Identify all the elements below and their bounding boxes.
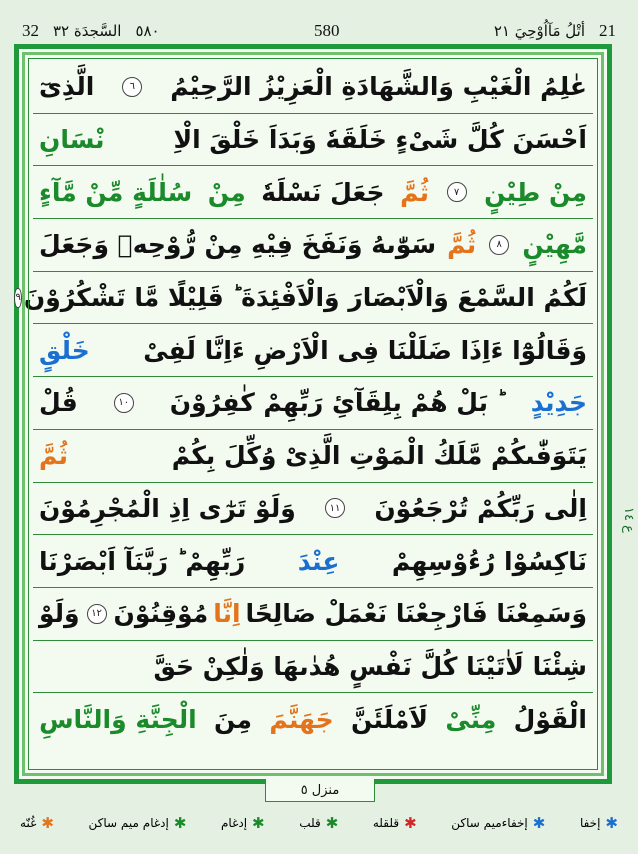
verse-line [33, 641, 593, 694]
ayah-number-marker: ٨ [489, 235, 509, 255]
verse-text: شِئْنَا لَاٰتَیْنَا كُلَّ نَفْسٍ هُدٰىهَا وَلٰكِنْ حَقَّ [153, 651, 587, 681]
surah-name: السَّجدَة ٣٢ [53, 22, 122, 40]
verse-text: یَتَوَفّٰىكُمْ مَّلَكُ الْمَوْتِ الَّذِیْ وُكِّلَ بِكُمْ [171, 441, 587, 471]
verse-text: ثُمَّ [39, 441, 68, 471]
verse-line [33, 535, 593, 588]
legend-item [299, 814, 338, 832]
verse-text: قُلْ [39, 388, 78, 418]
verse-text: سَوّٰىهُ وَنَفَخَ فِیْهِ مِنْ رُّوْحِهٖ وَجَعَلَ [39, 230, 437, 260]
verse-text: لَكُمُ السَّمْعَ وَالْاَبْصَارَ وَالْاَفْئِدَةَ ؕ قَلِیْلًا مَّا تَشْكُرُوْنَ [23, 283, 587, 313]
header-right-group [494, 21, 616, 41]
verse-text: مُوْقِنُوْنَ [113, 599, 209, 629]
ayah-number-marker: ١٠ [114, 393, 134, 413]
asterisk-icon: ✱ [325, 814, 339, 832]
verse-text: ؕ بَلْ هُمْ بِلِقَآئِ رَبِّهِمْ كٰفِرُوْنَ [169, 388, 497, 418]
verse-text: مَّهِیْنٍ [522, 230, 587, 260]
verse-text: رَبِّهِمْ ؕ رَبَّنَآ اَبْصَرْنَا [39, 546, 246, 576]
verse-text: خَلْقٍ [39, 335, 90, 365]
ayah-number-marker: ٦ [122, 77, 142, 97]
verse-text: وَلَوْ تَرٰٓی اِذِ الْمُجْرِمُوْنَ [39, 493, 296, 523]
ayah-number-marker: ١٢ [87, 604, 107, 624]
verse-line [15, 272, 593, 325]
legend-item [221, 814, 265, 832]
verse-text: وَلَوْ [39, 599, 80, 629]
verse-text: نْسَانِ [39, 125, 105, 155]
surah-number: 32 [22, 21, 39, 40]
verse-text: جَدِیْدٍ [530, 388, 587, 418]
asterisk-icon: ✱ [532, 814, 546, 832]
verse-line [33, 61, 593, 114]
verse-text: مِنَ [214, 705, 253, 735]
manzil-label: منزل ٥ [265, 779, 375, 802]
verse-line [33, 324, 593, 377]
verse-line [33, 430, 593, 483]
quran-page-frame [14, 44, 612, 784]
asterisk-icon: ✱ [173, 814, 187, 832]
ayah-number-marker: ٧ [447, 182, 467, 202]
verse-text: سُلٰلَةٍ مِّنْ مَّآءٍ [39, 177, 193, 207]
verse-text: اِلٰی رَبِّكُمْ تُرْجَعُوْنَ [374, 493, 587, 523]
verse-text: مِنْ طِیْنٍ [484, 177, 587, 207]
legend-label: إدغام [220, 816, 248, 830]
asterisk-icon: ✱ [252, 814, 265, 832]
verse-text: وَقَالُوْٓا ءَاِذَا ضَلَلْنَا فِی الْاَرْضِ ءَاِنَّا لَفِیْ [143, 335, 587, 365]
asterisk-icon: ✱ [605, 814, 618, 832]
verse-text: الْجِنَّةِ وَالنَّاسِ [39, 705, 197, 735]
legend-label: إخفا [579, 816, 601, 830]
legend-label: إدغام میم ساكن [88, 816, 169, 830]
verse-text: اَحْسَنَ كُلَّ شَیْءٍ خَلَقَهٗ وَبَدَاَ خَلْقَ الْاِ [173, 125, 587, 155]
asterisk-icon: ✱ [41, 814, 54, 832]
verse-text: وَسَمِعْنَا فَارْجِعْنَا نَعْمَلْ صَالِحًا [245, 599, 587, 629]
para-number: 21 [598, 21, 616, 40]
verse-line [33, 219, 593, 272]
verse-text: جَعَلَ نَسْلَهٗ [261, 177, 385, 207]
verse-line [33, 693, 593, 746]
verse-text: عِنْدَ [297, 546, 340, 576]
verse-text: اِنَّا [213, 599, 241, 629]
verse-line [33, 377, 593, 430]
asterisk-icon: ✱ [404, 814, 417, 832]
verse-lines [15, 61, 593, 767]
verse-text: نَاكِسُوْا رُءُوْسِهِمْ [391, 546, 587, 576]
page-number: 580 [313, 21, 340, 40]
legend-item [373, 814, 417, 832]
legend-item [20, 814, 54, 832]
verse-text: الَّذِیٓ [39, 72, 95, 102]
verse-text: الْقَوْلُ [513, 705, 587, 735]
verse-text: مِنْ [207, 177, 246, 207]
verse-line [33, 166, 593, 219]
legend-label: قلب [299, 816, 321, 830]
header-left-group [22, 21, 160, 41]
verse-text: ثُمَّ [447, 230, 477, 260]
verse-line [33, 483, 593, 536]
verse-text: ثُمَّ [400, 177, 430, 207]
legend-label: قلقله [372, 816, 400, 830]
legend-item [451, 814, 545, 832]
verse-text: جَهَنَّمَ [269, 705, 334, 735]
verse-line [33, 114, 593, 167]
legend-item [580, 814, 618, 832]
para-name: أتْلُ مَآاُوْحِيَ ٢١ [493, 22, 585, 40]
tajweed-legend [20, 812, 618, 834]
ruku-marker: ع ١٤ [621, 507, 636, 533]
verse-text: مِنِّیْ [445, 705, 497, 735]
legend-label: إخفاءمیم ساكن [451, 816, 528, 830]
ayah-number-marker: ١١ [325, 498, 345, 518]
legend-label: غُنّه [20, 816, 37, 830]
verse-text: عٰلِمُ الْغَیْبِ وَالشَّهَادَةِ الْعَزِیْزُ الرَّحِیْمُ [170, 72, 587, 102]
verse-text: لَاَمْلَئَنَّ [351, 705, 429, 735]
page-header [22, 18, 616, 44]
ayah-number-marker: ٩ [14, 288, 21, 308]
page-number-arabic: ٥٨٠ [135, 22, 160, 40]
legend-item [89, 814, 187, 832]
verse-line [33, 588, 593, 641]
